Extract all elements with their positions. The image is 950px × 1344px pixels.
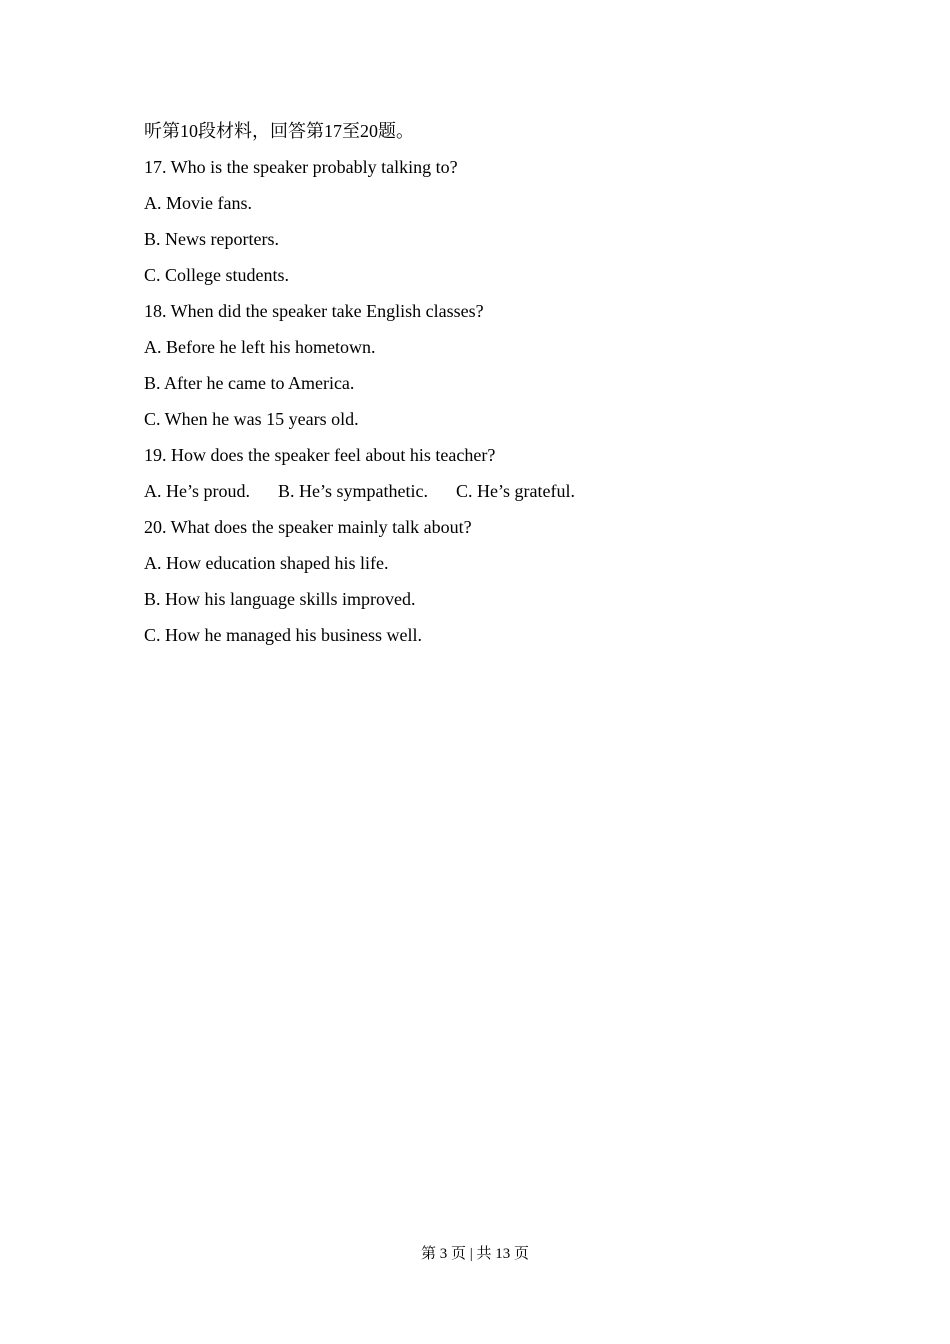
question-19-option-c: C. He’s grateful.	[455, 481, 575, 501]
document-body	[144, 113, 824, 653]
question-20-stem: 20. What does the speaker mainly talk about?	[144, 517, 472, 537]
question-20-option-b: B. How his language skills improved.	[144, 589, 416, 609]
question-17-stem: 17. Who is the speaker probably talking to?	[144, 157, 458, 177]
question-18-option-a: A. Before he left his hometown.	[144, 337, 376, 357]
question-17-option-b: B. News reporters.	[144, 229, 279, 249]
question-19-option-b: B. He’s sympathetic.	[278, 481, 428, 501]
question-19-options	[144, 473, 824, 509]
question-17-option-c: C. College students.	[144, 265, 289, 285]
question-20-option-c: C. How he managed his business well.	[144, 625, 422, 645]
page-footer: 第 3 页 | 共 13 页	[420, 1246, 529, 1262]
question-17-option-a: A. Movie fans.	[144, 193, 252, 213]
question-18-option-c: C. When he was 15 years old.	[144, 409, 359, 429]
question-19-option-a: A. He’s proud.	[144, 481, 250, 501]
question-20-option-a: A. How education shaped his life.	[144, 553, 389, 573]
question-18-option-b: B. After he came to America.	[144, 373, 355, 393]
question-18-stem: 18. When did the speaker take English classes?	[144, 301, 484, 321]
question-19-stem: 19. How does the speaker feel about his teacher?	[144, 445, 496, 465]
section-instruction: 听第10段材料，回答第17至20题。	[144, 121, 414, 141]
